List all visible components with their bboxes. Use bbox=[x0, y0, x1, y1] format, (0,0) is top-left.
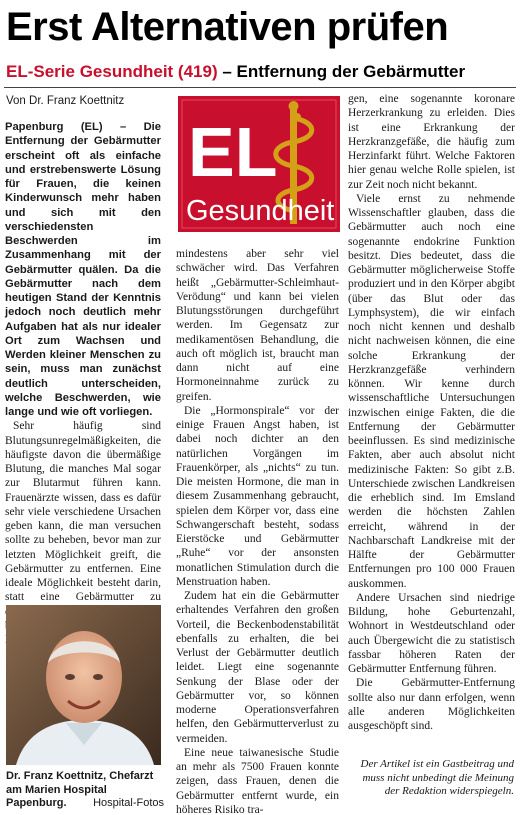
logo-letters: EL bbox=[188, 113, 278, 191]
photo-credit: Hospital-Fotos bbox=[93, 797, 164, 809]
el-gesundheit-logo bbox=[178, 96, 340, 232]
column-2 bbox=[176, 247, 339, 815]
paragraph: Die Gebärmutter-Entfernung sollte also nur dann erfolgen, wenn alle anderen Möglichkeiten ausgeschöpft sind. bbox=[348, 677, 515, 732]
photo-caption bbox=[6, 770, 164, 811]
paragraph: Andere Ursachen sind niedrige Bildung, hohe Geburtenzahl, Wohnort in Westdeutschland oder auch Übergewicht die zu statistisch fassbar höheren Raten der Gebärmutter Entfernung führen. bbox=[348, 591, 515, 675]
series-label: EL-Serie Gesundheit (419) bbox=[6, 62, 218, 81]
byline: Von Dr. Franz Koettnitz bbox=[6, 95, 125, 107]
column-1 bbox=[5, 120, 161, 647]
header-rule bbox=[4, 87, 516, 88]
paragraph: Viele ernst zu nehmende Wissenschaftler glauben, dass die Gebärmutter auch noch eine sogenannte endokrine Funktion besitzt. Dies bedeutet, dass die Gebärmutter möglicherweise Stoffe produziert und in den Körper abgibt (über das Blut oder das Lymphsystem), die wir einfach noch nicht kennen und deshalb nicht nachweisen können, die eine solche Erkrankung der Herzkranzgefäße verhindern können. Wir kenne durch wissenschaftliche Untersuchungen inzwischen einige Fakten, die die Entfernung der Gebärmutter beeinflussen. Es sind medizinische Fakten, aber auch absolut nicht medizinische Fakten: So gibt z.B. Unterschiede zwischen Landkreisen die erheblich sind. Im Emsland werden die höchsten Zahlen erreicht, während in der Nachbarschaft Landkreise mit der Hälfte der Gebärmutter Entfernungen pro 100 000 Frauen auskommen. bbox=[348, 192, 515, 590]
lead-paragraph: Papenburg (EL) – Die Entfernung der Gebärmutter erscheint oft als einfache und erstrebenswerte Lösung für Frauen, die keinen Kinderwunsch mehr haben und sich mit den verschiedensten Beschwerden im Zusammenhang mit der Gebärmutter quälen. Da die Gebärmutter nach dem heutigen Stand der Kenntnis jedoch noch deutlich mehr Aufgaben hat als nur idealer Ort zum Wachsen und Werden kleiner Menschen zu sein, muss man zunächst deutlich unterscheiden, welche Beschwerden, wie lange und wie oft vorliegen. bbox=[5, 121, 161, 418]
paragraph: Zudem hat ein die Gebärmutter erhaltendes Verfahren den großen Vorteil, die Beckenbodenstabilität ebenfalls zu erhalten, die bei Verlust der Gebärmutter deutlich leidet. Liegt eine sogenannte Senkung der Blase oder der Gebärmutter vor, so können moderne Operationsverfahren helfen, den Gebärmutterverlust zu vermeiden. bbox=[176, 590, 339, 745]
column-3 bbox=[348, 92, 515, 733]
logo-word: Gesundheit bbox=[186, 195, 335, 227]
author-photo bbox=[6, 605, 161, 765]
paragraph: Sehr häufig sind Blutungsunregelmäßigkeiten, die häufigste davon die übermäßige Blutung, die manches Mal sogar zur Blutarmut führen kann. Frauenärzte wissen, dass es dafür sehr viele verschiedene Ursachen geben kann, die man versuchen sollte zu beheben, bevor man zur letzten Möglichkeit greift, die Gebärmutter zu entfernen. Eine ideale Möglichkeit besteht darin, statt eine Gebärmutter zu bbox=[5, 420, 161, 604]
caption-name: Dr. Franz Koettnitz, Chefarzt am Marien Hospital Papenburg. bbox=[6, 770, 154, 809]
paragraph: gen, eine sogenannte koronare Herzerkrankung zu erleiden. Dies ist eine Erkrankung der Herzkranzgefäße, die häufig zum Herzinfarkt führt. Welche Faktoren hier genau welche Rolle spielen, ist zur Zeit noch nicht bekannt. bbox=[348, 93, 515, 191]
article-subhead bbox=[6, 61, 516, 83]
disclaimer-note: Der Artikel ist ein Gastbeitrag und muss nicht unbedingt die Meinung der Redaktion widerspiegeln. bbox=[360, 758, 514, 797]
topic-label: – Entfernung der Gebärmutter bbox=[222, 62, 466, 81]
paragraph: mindestens aber sehr viel schwächer wird. Das Verfahren heißt „Gebärmutter-Schleimhaut-Verödung“ und kann bei vielen Blutungsstörungen durchgeführt werden. Im Gegensatz zur medikamentösen Behandlung, die auch oft möglich ist, braucht man dann nicht auf eine Hormoneinnahme zurück zu greifen. bbox=[176, 248, 339, 403]
article-headline: Erst Alternativen prüfen bbox=[6, 5, 449, 49]
paragraph: Eine neue taiwanesische Studie an mehr als 7500 Frauen konnte zeigen, dass Frauen, denen die Gebärmutter entfernt wurde, ein höheres Risiko tra- bbox=[176, 746, 339, 815]
paragraph: Die „Hormonspirale“ vor der einige Frauen Angst haben, ist dabei noch dichter an den natürlichen Vorgängen im Frauenkörper, als „nichts“ zu tun. Die meisten Hormone, die man in diesem Zusammenhang gebraucht, spielen dem Körper vor, dass eine Schwangerschaft besteht, sodass Eierstöcke und Gebärmutter „Ruhe“ vor der ansonsten monatlichen Stimulation durch die Menstruation haben. bbox=[176, 404, 339, 588]
